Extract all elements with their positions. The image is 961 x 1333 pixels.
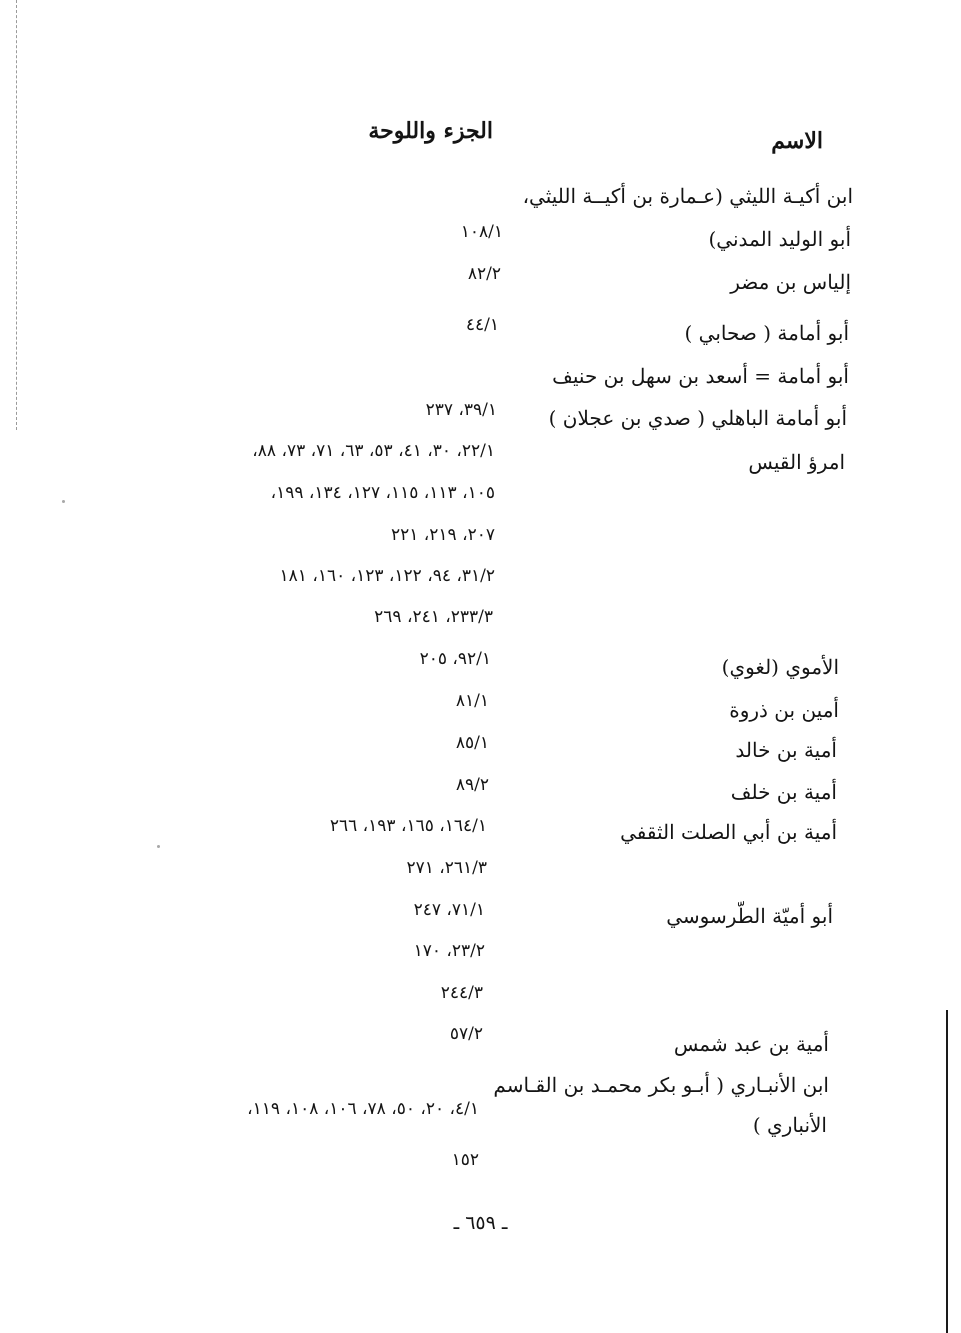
part-plate-ref: ١٦٤/١، ١٦٥، ١٩٣، ٢٦٦ <box>329 816 487 836</box>
part-plate-ref: ٢٦١/٣، ٢٧١ <box>406 858 487 878</box>
part-plate-ref: ٨٢/٢ <box>467 264 501 284</box>
part-plate-ref: ١٠٨/١ <box>460 222 503 242</box>
index-name: أبو أمامة الباهلي ( صدي بن عجلان ) <box>548 406 847 430</box>
part-plate-ref: ٣٩/١، ٢٣٧ <box>425 400 497 420</box>
index-name: أمية بن أبي الصلت الثقفي <box>620 820 837 844</box>
index-name: ابن أكيـة الليثي (عـمارة بن أكيــة الليثي، <box>522 184 853 208</box>
part-plate-ref: ٨٩/٢ <box>455 775 489 795</box>
index-name: ابن الأنبـاري ( أبـو بكر محمـد بن القـاسم <box>493 1073 829 1097</box>
part-plate-ref: ٢٢/١، ٣٠، ٤١، ٥٣، ٦٣، ٧١، ٧٣، ٨٨، <box>252 441 495 461</box>
index-name: الأموي (لغوي) <box>721 655 839 679</box>
part-plate-ref: ١٠٥، ١١٣، ١١٥، ١٢٧، ١٣٤، ١٩٩، <box>270 483 495 503</box>
part-column-header: الجزء واللوحة <box>368 118 493 144</box>
part-plate-ref: ٧١/١، ٢٤٧ <box>413 900 485 920</box>
index-name: أبو أمامة ( صحابي ) <box>684 321 849 345</box>
index-name: أمية بن عبد شمس <box>673 1032 829 1056</box>
part-plate-ref: ٤/١، ٢٠، ٥٠، ٧٨، ١٠٦، ١٠٨، ١١٩، <box>247 1099 479 1119</box>
scan-speck <box>62 500 65 503</box>
part-plate-ref: ٥٧/٢ <box>449 1024 483 1044</box>
index-name: امرؤ القيس <box>748 450 845 474</box>
part-plate-ref: ١٥٢ <box>451 1150 479 1170</box>
part-plate-ref: ٢٣٣/٣، ٢٤١، ٢٦٩ <box>374 607 493 627</box>
right-edge-line <box>946 1010 948 1333</box>
index-name: الأنباري ) <box>752 1113 827 1137</box>
left-margin-dashes <box>16 0 17 430</box>
part-plate-ref: ٢٤٤/٣ <box>440 983 483 1003</box>
scan-speck <box>157 845 160 848</box>
part-plate-ref: ٨٥/١ <box>455 733 489 753</box>
part-plate-ref: ٩٢/١، ٢٠٥ <box>419 649 491 669</box>
index-name: أبو أمامة = أسعد بن سهل بن حنيف <box>552 364 849 388</box>
name-column-header: الاسم <box>771 128 823 154</box>
index-name: أبو الوليد المدني) <box>708 227 851 251</box>
part-plate-ref: ٨١/١ <box>455 691 489 711</box>
part-plate-ref: ٢٠٧، ٢١٩، ٢٢١ <box>391 525 495 545</box>
index-name: أمية بن خالد <box>735 738 837 762</box>
part-plate-ref: ٢٣/٢، ١٧٠ <box>413 941 485 961</box>
index-name: أبو أميّة الطّرسوسي <box>666 904 833 928</box>
page-number: ـ ٦٥٩ ـ <box>453 1212 508 1234</box>
part-plate-ref: ٤٤/١ <box>465 315 499 335</box>
index-name: إلياس بن مضر <box>730 270 851 294</box>
part-plate-ref: ٣١/٢، ٩٤، ١٢٢، ١٢٣، ١٦٠، ١٨١ <box>279 566 495 586</box>
index-name: أمين بن ذروة <box>729 698 839 722</box>
index-name: أمية بن خلف <box>730 780 837 804</box>
